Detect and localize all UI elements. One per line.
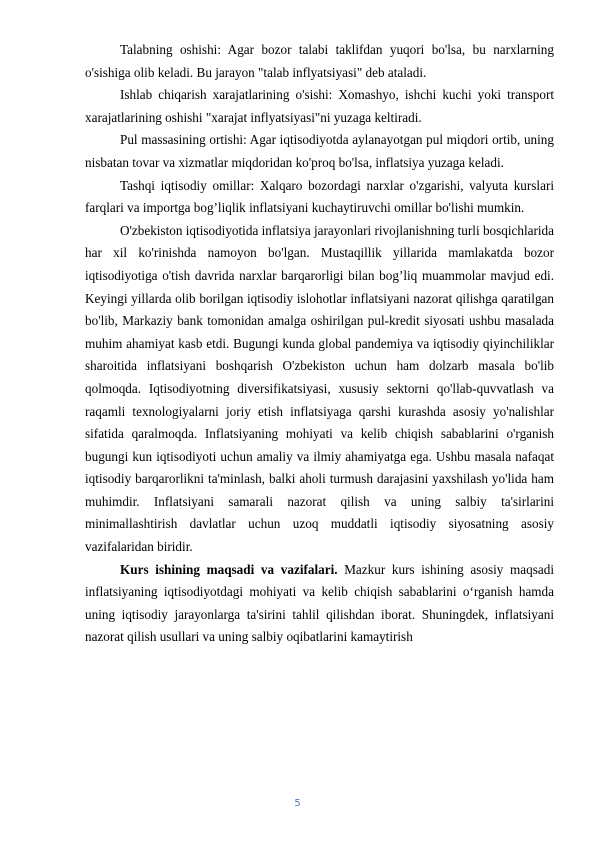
paragraph-course-goals <box>85 559 554 649</box>
section-heading-goals: Kurs ishining maqsadi va vazifalari. <box>120 561 338 577</box>
paragraph-uzbekistan-inflation: O'zbekiston iqtisodiyotida inflatsiya jarayonlari rivojlanishning turli bosqichlarida har xil ko'rinishda namoyon bo'lgan. Mustaqillik yillarida mamlakatda bozor iqtisodiyotiga o'tish davrida narxlar barqarorligi bilan bog’liq muammolar mavjud edi. Keyingi yillarda olib borilgan iqtisodiy islohotlar inflatsiyani nazorat qilishga qaratilgan bo'lib, Markaziy bank tomonidan amalga oshirilgan pul-kredit siyosati ushbu masalada muhim ahamiyat kasb etdi. Bugungi kunda global pandemiya va iqtisodiy qiyinchiliklar sharoitida inflatsiyani boshqarish O'zbekiston uchun ham dolzarb masala bo'lib qolmoqda. Iqtisodiyotning diversifikatsiyasi, xususiy sektorni qo'llab-quvvatlash va raqamli texnologiyalarni joriy etish inflatsiyaga qarshi kurashda asosiy yo'nalishlar sifatida qaralmoqda. Inflatsiyaning mohiyati va kelib chiqish sabablarini o'rganish bugungi kun iqtisodiyoti uchun amaliy va ilmiy ahamiyatga ega. Ushbu masala nafaqat iqtisodiy barqarorlikni ta'minlash, balki aholi turmush darajasini yaxshilash yo'lida ham muhimdir. Inflatsiyani samarali nazorat qilish va uning salbiy ta'sirlarini minimallashtirish davlatlar uchun uzoq muddatli iqtisodiy siyosatning asosiy vazifalaridan biridir. <box>85 222 554 555</box>
page-number: 5 <box>294 798 301 809</box>
paragraph-money-supply: Pul massasining ortishi: Agar iqtisodiyotda aylanayotgan pul miqdori ortib, uning nisbatan tovar va xizmatlar miqdoridan ko'proq bo'lsa, inflatsiya yuzaga keladi. <box>85 132 554 170</box>
paragraph-demand-growth: Talabning oshishi: Agar bozor talabi taklifdan yuqori bo'lsa, bu narxlarning o'sishiga olib keladi. Bu jarayon "talab inflyatsiyasi" deb ataladi. <box>85 42 554 80</box>
paragraph-external-factors: Tashqi iqtisodiy omillar: Xalqaro bozordagi narxlar o'zgarishi, valyuta kurslari farqlari va importga bog’liqlik inflatsiyani kuchaytiruvchi omillar bo'lishi mumkin. <box>85 177 554 216</box>
document-body <box>85 39 554 649</box>
paragraph-course-goals-text: Mazkur kurs ishining asosiy maqsadi inflatsiyaning iqtisodiyotdagi mohiyati va kelib chiqish sabablarini o‘rganish hamda uning iqtisodiy jarayonlarga ta'sirini tahlil qilishdan iborat. Shuningdek, inflatsiyani nazorat qilish usullari va uning salbiy oqibatlarini kamaytirish <box>85 561 555 645</box>
paragraph-production-costs: Ishlab chiqarish xarajatlarining o'sishi: Xomashyo, ishchi kuchi yoki transport xarajatlarining oshishi "xarajat inflyatsiyasi"ni yuzaga keltiradi. <box>85 87 554 125</box>
